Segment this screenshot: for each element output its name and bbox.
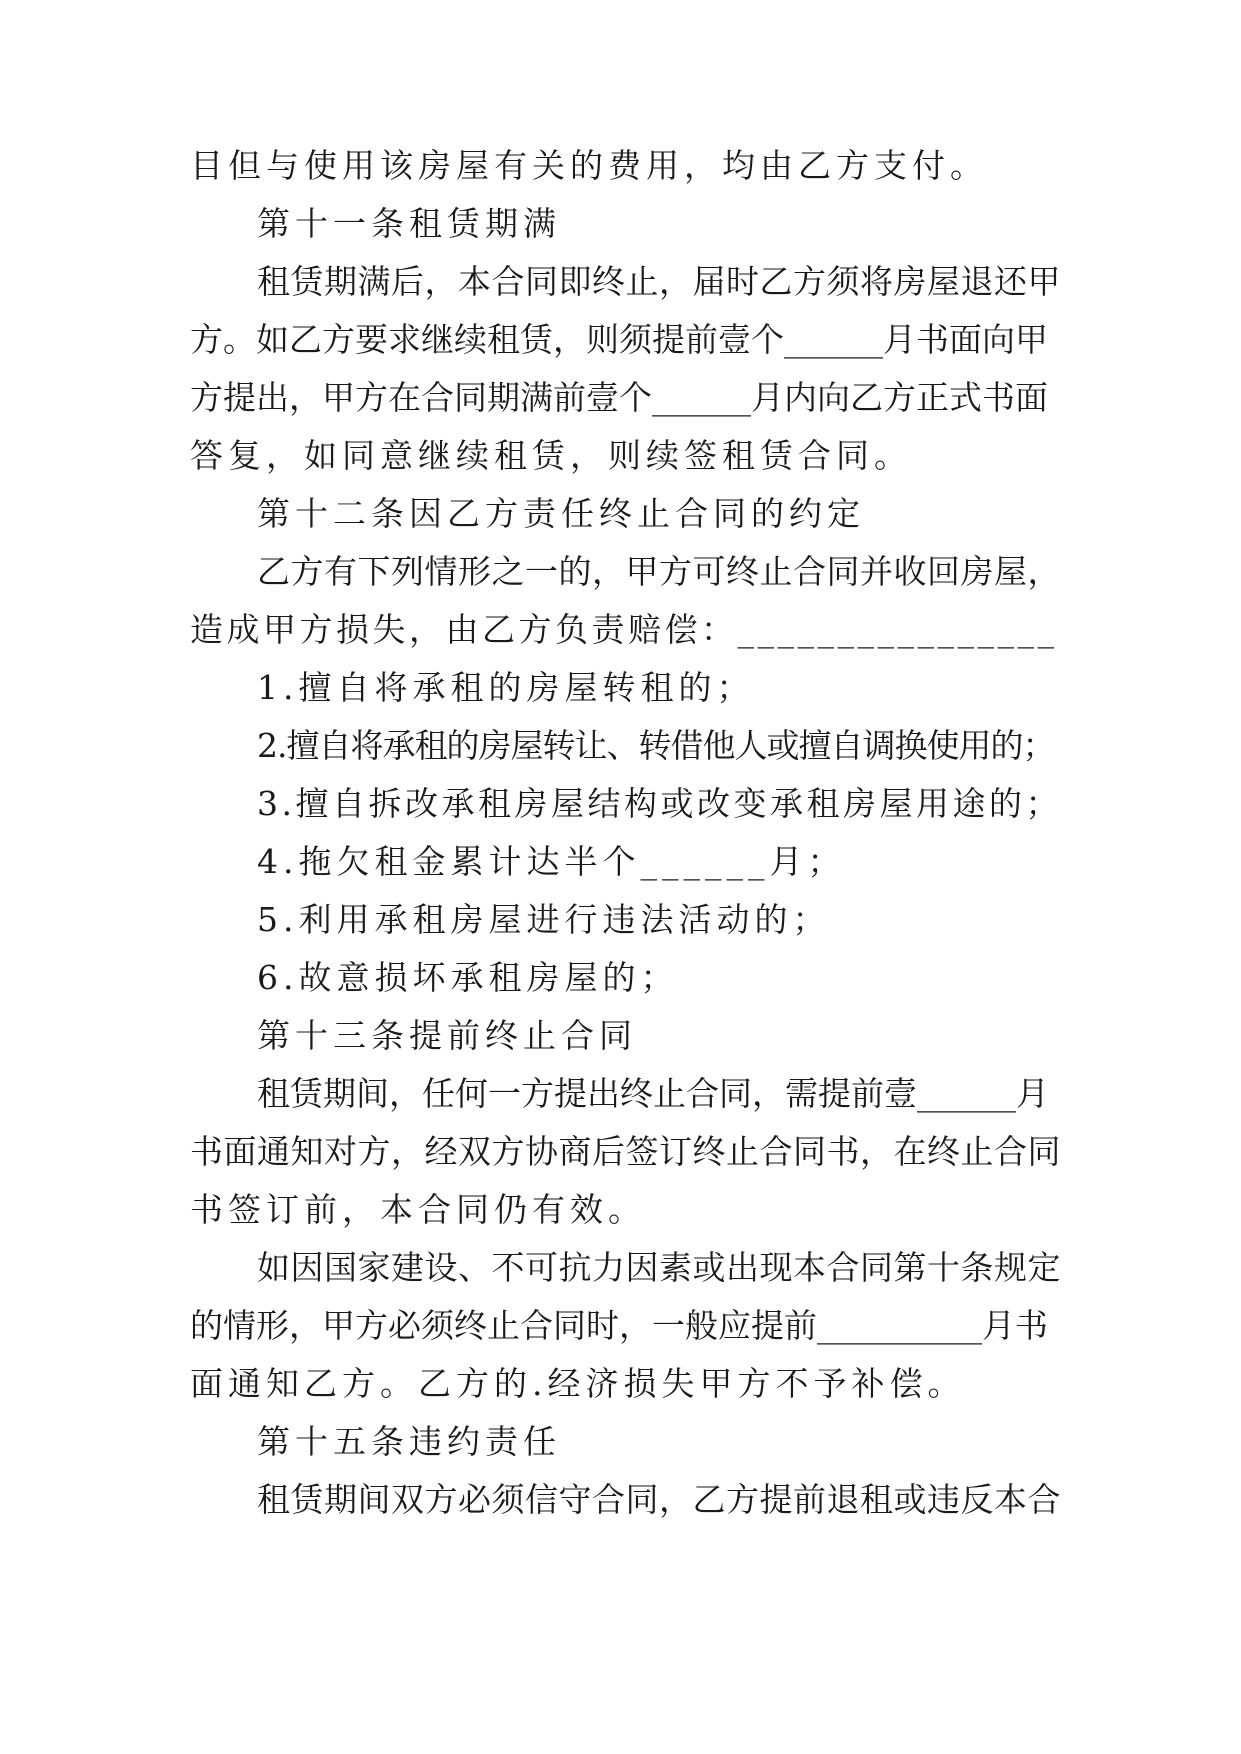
section-heading: 第十五条违约责任 [257,1422,561,1461]
text-line: 答复，如同意继续租赁，则续签租赁合同。 [190,436,912,475]
list-item: 5.利用承租房屋进行违法活动的； [257,900,831,939]
text-line: 书面通知对方，经双方协商后签订终止合同书，在终止合同 [190,1132,1061,1171]
section-heading: 第十一条租赁期满 [257,204,561,243]
section-heading: 第十二条因乙方责任终止合同的约定 [257,494,865,533]
list-item: 4.拖欠租金累计达半个______月； [257,842,846,881]
list-item: 1.擅自将承租的房屋转租的； [257,668,755,707]
text-line: 目但与使用该房屋有关的费用，均由乙方支付。 [190,146,988,185]
text-line: 方提出，甲方在合同期满前壹个______月内向乙方正式书面 [190,378,1048,417]
list-item: 6.故意损坏承租房屋的； [257,958,679,997]
text-line: 面通知乙方。乙方的.经济损失甲方不予补偿。 [190,1364,966,1403]
text-line: 租赁期间，任何一方提出终止合同，需提前壹______月 [257,1074,1049,1113]
text-line: 乙方有下列情形之一的，甲方可终止合同并收回房屋， [257,552,1061,591]
list-item: 3.擅自拆改承租房屋结构或改变承租房屋用途的； [257,784,1062,823]
text-line: 书签订前，本合同仍有效。 [190,1190,646,1229]
text-line: 如因国家建设、不可抗力因素或出现本合同第十条规定 [257,1248,1061,1287]
section-heading: 第十三条提前终止合同 [257,1016,637,1055]
text-line: 造成甲方损失，由乙方负责赔偿：________________ [190,610,1058,649]
list-item: 2.擅自将承租的房屋转让、转借他人或擅自调换使用的； [257,726,1055,765]
text-line: 租赁期满后，本合同即终止，届时乙方须将房屋退还甲 [257,262,1061,301]
text-line: 的情形，甲方必须终止合同时，一般应提前__________月书 [190,1306,1048,1345]
text-line: 方。如乙方要求继续租赁，则须提前壹个______月书面向甲 [190,320,1048,359]
text-line: 租赁期间双方必须信守合同，乙方提前退租或违反本合 [257,1480,1061,1519]
